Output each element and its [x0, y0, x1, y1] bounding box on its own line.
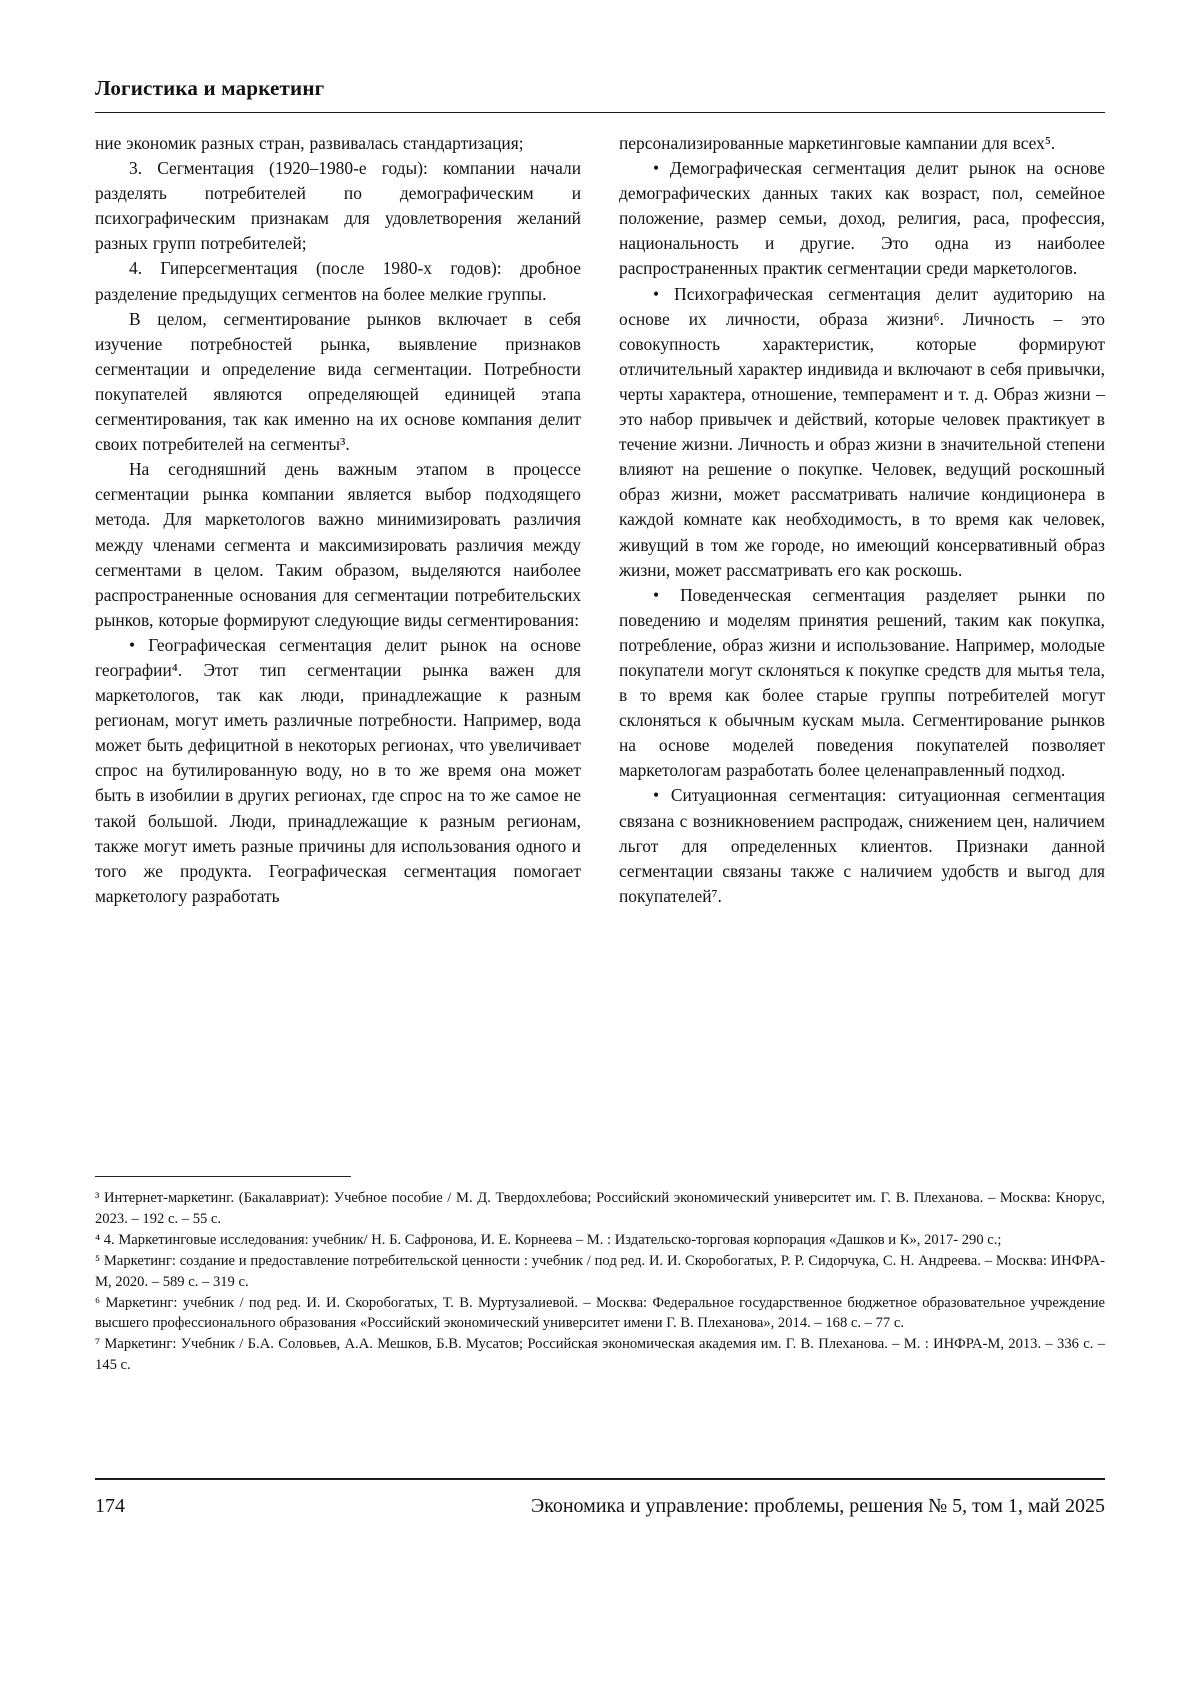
body-paragraph: • Ситуационная сегментация: ситуационная сегментация связана с возникновением распродаж, снижением цен, наличием льгот для определенных клиентов. Признаки данной сегментации связаны также с наличием удобств и выгод для покупателей⁷.	[619, 785, 1105, 906]
footnote-rule	[95, 1176, 351, 1177]
footnote-item: ⁷ Маркетинг: Учебник / Б.А. Соловьев, А.А. Мешков, Б.В. Мусатов; Российская экономическая академия им. Г. В. Плеханова. – М. : ИНФРА-М, 2013. – 336 с. – 145 с.	[95, 1336, 1105, 1374]
body-paragraph: персонализированные маркетинговые кампании для всех⁵.	[619, 133, 1056, 153]
page-footer	[95, 1478, 1105, 1518]
body-paragraph: На сегодняшний день важным этапом в процессе сегментации рынка компании является выбор подходящего метода. Для маркетологов важно минимизировать различия между членами сегмента и максимизировать различия между сегментами в целом. Таким образом, выделяются наиболее распространенные основания для сегментации потребительских рынков, которые формируют следующие виды сегментирования:	[95, 459, 581, 630]
body-paragraph: В целом, сегментирование рынков включает в себя изучение потребностей рынка, выявление признаков сегментации и определение вида сегментации. Потребности покупателей являются определяющей единицей этапа сегментирования, так как именно на их основе компания делит своих потребителей на сегменты³.	[95, 308, 581, 455]
right-column	[619, 131, 1105, 909]
left-column	[95, 131, 581, 909]
footer-row	[95, 1495, 1105, 1518]
journal-footer-title: Экономика и управление: проблемы, решения № 5, том 1, май 2025	[530, 1495, 1105, 1517]
body-columns	[95, 131, 1105, 909]
page-number: 174	[95, 1495, 125, 1517]
body-paragraph: • Поведенческая сегментация разделяет рынки по поведению и моделям принятия решений, таким как покупка, потребление, образ жизни и использование. Например, молодые покупатели могут склоняться к покупке средств для мытья тела, в то время как более старые группы потребителей могут склоняться к обычным кускам мыла. Сегментирование рынков на основе моделей поведения покупателей позволяет маркетологам разработать более целенаправленный подход.	[619, 584, 1105, 781]
body-paragraph: • Психографическая сегментация делит аудиторию на основе их личности, образа жизни⁶. Личность – это совокупность характеристик, которые формируют отличительный характер индивида и включают в себя привычки, черты характера, отношение, темперамент и т. д. Образ жизни – это набор привычек и действий, которые человек практикует в течение жизни. Личность и образ жизни в значительной степени влияют на решение о покупке. Человек, ведущий роскошный образ жизни, может рассматривать наличие кондиционера в каждой комнате как необходимость, в то время как человек, живущий в том же городе, но имеющий консервативный образ жизни, может рассматривать его как роскошь.	[619, 283, 1105, 580]
body-paragraph: ние экономик разных стран, развивалась стандартизация;	[95, 133, 524, 153]
body-paragraph: • Демографическая сегментация делит рынок на основе демографических данных таких как возраст, пол, семейное положение, размер семьи, доход, религия, раса, профессия, национальность и другие. Это одна из наиболее распространенных практик сегментации среди маркетологов.	[619, 158, 1105, 279]
footnote-item: ⁴ 4. Маркетинговые исследования: учебник/ Н. Б. Сафронова, И. Е. Корнеева – М. : Издательско-торговая корпорация «Дашков и К», 2017- 290 с.;	[95, 1231, 1002, 1248]
section-title: Логистика и маркетинг	[95, 76, 325, 100]
footnote-item: ⁵ Маркетинг: создание и предоставление потребительской ценности : учебник / под ред. И. И. Скоробогатых, Р. Р. Сидорчука, С. Н. Андреева. – Москва: ИНФРА-М, 2020. – 589 с. – 319 с.	[95, 1252, 1105, 1290]
footnote-item: ⁶ Маркетинг: учебник / под ред. И. И. Скоробогатых, Т. В. Муртузалиевой. – Москва: Федеральное государственное бюджетное образовательное учреждение высшего профессионального образования «Российский экономический университет имени Г. В. Плеханова», 2014. – 168 с. – 77 с.	[95, 1294, 1105, 1332]
body-paragraph: 4. Гиперсегментация (после 1980-х годов): дробное разделение предыдущих сегментов на более мелкие группы.	[95, 258, 581, 304]
footnotes-section	[95, 1176, 1105, 1376]
body-paragraph: • Географическая сегментация делит рынок на основе географии⁴. Этот тип сегментации рынка важен для маркетологов, так как люди, принадлежащие к разным регионам, могут иметь различные потребности. Например, вода может быть дефицитной в некоторых регионах, что увеличивает спрос на бутилированную воду, но в то же время она может быть в изобилии в других регионах, где спрос на то же самое не такой большой. Люди, принадлежащие к разным регионам, также могут иметь разные причины для использования одного и того же продукта. Географическая сегментация помогает маркетологу разработать	[95, 634, 581, 906]
header-rule	[95, 112, 1105, 113]
body-paragraph: 3. Сегментация (1920–1980-е годы): компании начали разделять потребителей по демографическим и психографическим признакам для удовлетворения желаний разных групп потребителей;	[95, 158, 581, 254]
running-head	[95, 76, 1105, 113]
footer-rule	[95, 1478, 1105, 1480]
footnote-item: ³ Интернет-маркетинг. (Бакалавриат): Учебное пособие / М. Д. Твердохлебова; Российский экономический университет им. Г. В. Плеханова. – Москва: Кнорус, 2023. – 192 с. – 55 с.	[95, 1190, 1105, 1227]
